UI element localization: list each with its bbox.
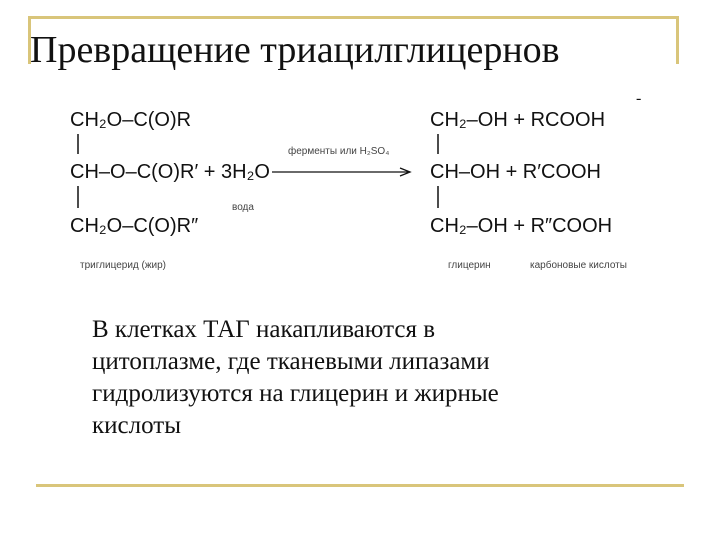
slide-body-text: В клетках ТАГ накапливаются в цитоплазме, где тканевыми липазами гидролизуются на глицерин и жирные кислоты (92, 316, 499, 439)
frame-top-line (28, 16, 676, 19)
frame-bottom-line (36, 484, 684, 487)
stray-dot: - (636, 90, 642, 107)
reactant-row-1: CH₂O–C(O)R (70, 109, 192, 131)
reactant-row-3: CH₂O–C(O)R″ (70, 215, 199, 237)
product-row-3: CH₂–OH + R″COOH (430, 215, 613, 237)
reaction-equation (60, 96, 660, 276)
product-row-2: CH–OH + R′COOH (430, 161, 601, 183)
caption-carboxylic-acids: карбоновые кислоты (530, 260, 627, 271)
arrow-label: ферменты или H₂SO₄ (288, 146, 390, 157)
reactant-row-2: CH–O–C(O)R′ + 3H₂O (70, 161, 270, 183)
caption-triglyceride: триглицерид (жир) (80, 260, 167, 271)
frame-right-line (676, 16, 679, 64)
water-label: вода (232, 202, 254, 213)
product-row-1: CH₂–OH + RCOOH (430, 109, 606, 131)
caption-glycerol: глицерин (448, 260, 491, 271)
slide-title: Превращение триацилглицернов (30, 29, 560, 71)
